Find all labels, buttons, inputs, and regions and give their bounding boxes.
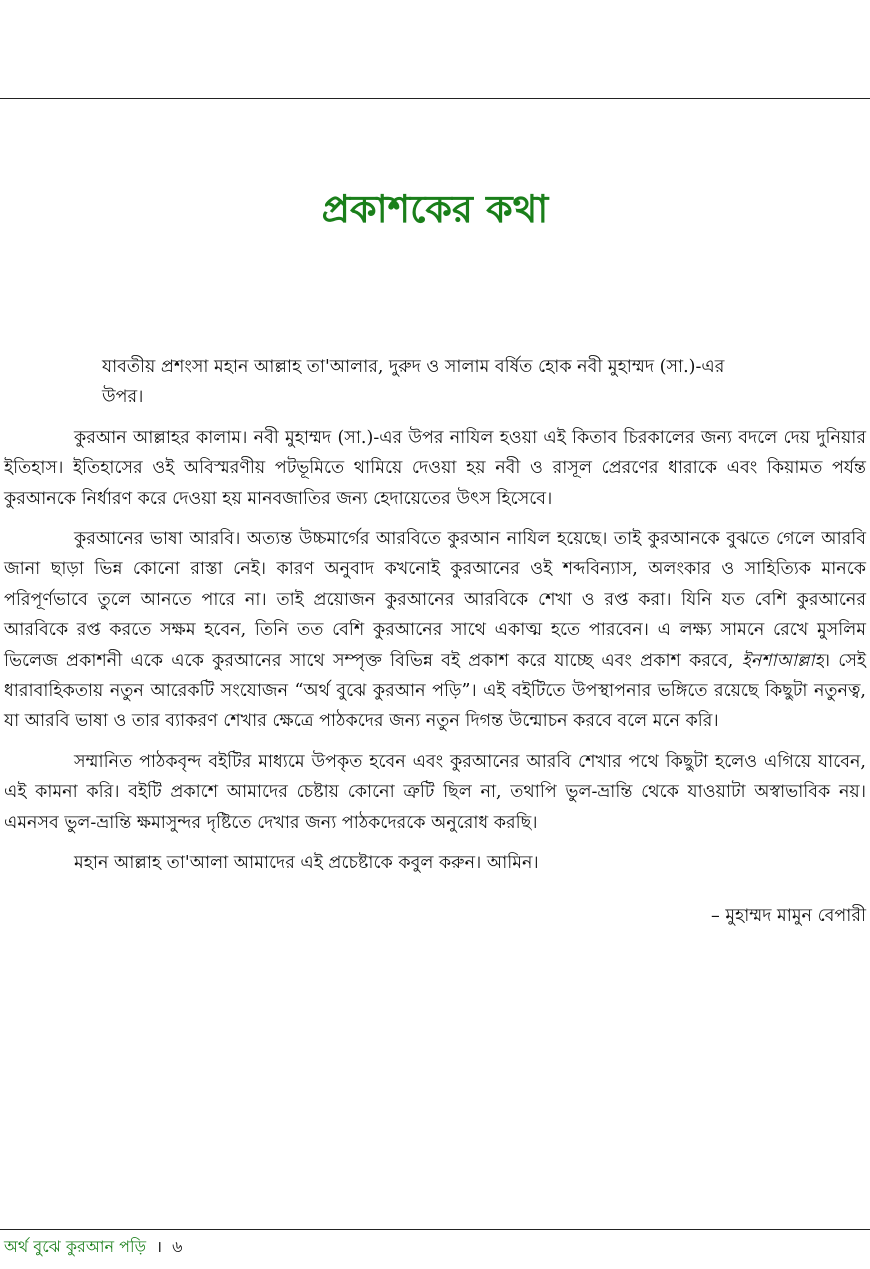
signature: – মুহাম্মদ মামুন বেপারী [711,905,866,926]
paragraph-2 [4,524,866,737]
body-text [4,352,866,941]
page-footer [4,1234,182,1261]
footer-page-number: ৬ [172,1237,183,1256]
bottom-rule [0,1229,870,1230]
paragraph-4: মহান আল্লাহ তা'আলা আমাদের এই প্রচেষ্টাকে কবুল করুন। আমিন। [74,853,539,874]
top-rule [0,98,870,99]
paragraph-2-part-b: । সেই ধারাবাহিকতায় নতুন আরেকটি সংযোজন “অর্থ বুঝে কুরআন পড়ি”। এই বইটিতে উপস্থাপনার ভঙ্গিতে রয়েছে কিছুটা নতুনত্ব, যা আরবি ভাষা ও তার ব্যাকরণ শেখার ক্ষেত্রে পাঠকদের জন্য নতুন দিগন্ত উন্মোচন করবে বলে মনে করি। [4,650,866,732]
paragraph-3: সম্মানিত পাঠকবৃন্দ বইটির মাধ্যমে উপকৃত হবেন এবং কুরআনের আরবি শেখার পথে কিছুটা হলেও এগিয়ে যাবেন, এই কামনা করি। বইটি প্রকাশে আমাদের চেষ্টায় কোনো ত্রুটি ছিল না, তথাপি ভুল-ভ্রান্তি থেকে যাওয়াটা অস্বাভাবিক নয়। এমনসব ভুল-ভ্রান্তি ক্ষমাসুন্দর দৃষ্টিতে দেখার জন্য পাঠকদেরকে অনুরোধ করছি। [4,751,866,833]
page-title: প্রকাশকের কথা [321,186,549,231]
footer-book-title: অর্থ বুঝে কুরআন পড়ি [4,1237,146,1256]
paragraph-2-part-a: কুরআনের ভাষা আরবি। অত্যন্ত উচ্চমার্গের আরবিতে কুরআন নাযিল হয়েছে। তাই কুরআনকে বুঝতে গেলে আরবি জানা ছাড়া ভিন্ন কোনো রাস্তা নেই। কারণ অনুবাদ কখনোই কুরআনের ওই শব্দবিন্যাস, অলংকার ও সাহিত্যিক মানকে পরিপূর্ণভাবে তুলে আনতে পারে না। তাই প্রয়োজন কুরআনের আরবিকে শেখা ও রপ্ত করা। যিনি যত বেশি কুরআনের আরবিকে রপ্ত করতে সক্ষম হবেন, তিনি তত বেশি কুরআনের সাথে একাত্ম হতে পারবেন। এ লক্ষ্য সামনে রেখে মুসলিম ভিলেজ প্রকাশনী একে একে কুরআনের সাথে সম্পৃক্ত বিভিন্ন বই প্রকাশ করে যাচ্ছে এবং প্রকাশ করবে, [4,529,866,671]
opening-paragraph: যাবতীয় প্রশংসা মহান আল্লাহ তা'আলার, দুরুদ ও সালাম বর্ষিত হোক নবী মুহাম্মদ (সা.)-এর উপর। [102,357,725,408]
paragraph-1: কুরআন আল্লাহর কালাম। নবী মুহাম্মদ (সা.)-এর উপর নাযিল হওয়া এই কিতাব চিরকালের জন্য বদলে দেয় দুনিয়ার ইতিহাস। ইতিহাসের ওই অবিস্মরণীয় পটভূমিতে থামিয়ে দেওয়া হয় নবী ও রাসূল প্রেরণের ধারাকে এবং কিয়ামত পর্যন্ত কুরআনকে নির্ধারণ করে দেওয়া হয় মানবজাতির জন্য হেদায়েতের উৎস হিসেবে। [4,427,866,509]
footer-separator: । [156,1237,163,1256]
paragraph-2-italic: ইনশাআল্লাহ [741,650,824,671]
